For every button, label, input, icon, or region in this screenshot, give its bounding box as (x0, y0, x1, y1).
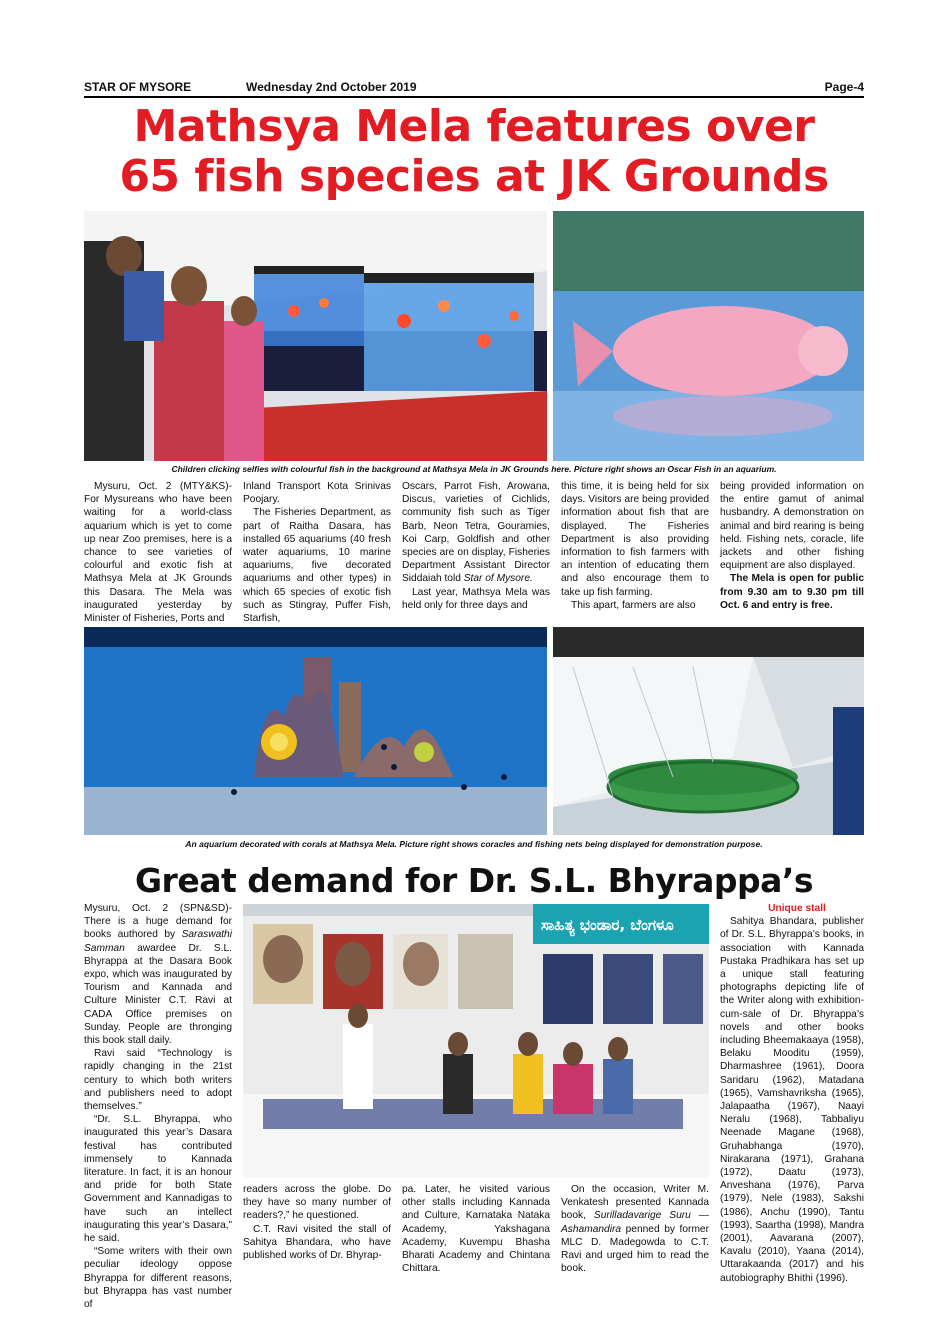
story1-column-5 (720, 480, 864, 612)
story1-paragraph: this time, it is being held for six days. Visitors are being provided information about fish that are displayed. The Fisheries Department is also providing information to fish farmers with an intention of educating them and also encourage them to take up fish farming. (561, 481, 709, 598)
story2-column-2 (243, 1183, 391, 1262)
story1-paragraph: Oscars, Parrot Fish, Arowana, Discus, varieties of Cichlids, community fish such as Tiger Barb, Neon Tetra, Gouramies, Koi Carp, Goldfish and other species are on display, Fisheries Department Assistant Director Siddaiah told Star of Mysore. (402, 481, 550, 585)
story2-paragraph: “Some writers with their own peculiar ideology oppose Bhyrappa for different reasons, but Bhyrappa has vast number of (84, 1246, 232, 1311)
story2-paragraph: Sahitya Bhandara, publisher of Dr. S.L. Bhyrappa’s books, in association with Kannada Pustaka Pradhikara has set up a unique stall featuring photographs depicting life of the Writer along with exhibition-cum-sale of Dr. Bhyrappa’s novels and other books including Bheemakaaya (1958), Belaku Mooditu (1959), Dharmashree (1961), Doora Saridaru (1962), Matadana (1965), Vamshavriksha (1965), Jalapaatha (1967), Naayi Neralu (1968), Tabbaliyu Neenade Magane (1968), Gruhabhanga (1970), Nirakarana (1971), Grahana (1972), Daatu (1973), Anveshana (1976), Parva (1979), Nele (1983), Sakshi (1986), Anchu (1990), Tantu (1993), Saartha (1998), Mandra (2001), Aavarana (2007), Kavalu (2010), Yaana (2014), Uttarakaanda (2017) and his autobiography Bhithi (1996). (720, 916, 864, 1284)
story1-column-2 (243, 480, 391, 625)
headline-line-1: Mathsya Mela features over (133, 101, 815, 152)
headline-line-2: 65 fish species at JK Grounds (119, 151, 829, 202)
photo-children-selfie (84, 211, 547, 461)
story1-paragraph: The Fisheries Department, as part of Raitha Dasara, has installed 65 aquariums (40 fresh water aquariums, 10 marine aquariums, five decorated aquariums and other types) in which 65 species of exotic fish such as Stingray, Puffer Fish, Starfish, (243, 507, 391, 625)
story2-paragraph: pa. Later, he visited various other stalls including Kannada and Culture, Karnataka Nataka Academy, Yakshagana Academy, Kuvempu Bhasha Bharati Academy and Chintana Chittara. (402, 1184, 550, 1275)
publication-name: STAR OF MYSORE (84, 80, 192, 94)
story2-paragraph: C.T. Ravi visited the stall of Sahitya Bhandara, who have published works of Dr. Bhyrap- (243, 1223, 391, 1262)
masthead (84, 80, 864, 98)
story1-paragraph: being provided information on the entire gamut of animal husbandry. A demonstration on animal and bird rearing is being held. Fishing nets, coracle, life jackets and other fishing equipment are also displayed. (720, 481, 864, 572)
headline-bhyrappa-books: Great demand for Dr. S.L. Bhyrappa’s (134, 861, 814, 900)
caption-photos-top: Children clicking selfies with colourful fish in the background at Mathsya Mela in JK Grounds here. Picture right shows an Oscar Fish in an aquarium. (171, 464, 777, 474)
stall-banner-text: ಸಾಹಿತ್ಯ ಭಂಡಾರ, ಬೆಂಗಳೂ (541, 916, 674, 934)
story2-paragraph: Ravi said “Technology is rapidly changing in the 21st century to which both writers and publishers need to adopt themselves.” (84, 1048, 232, 1113)
story2-paragraph: Mysuru, Oct. 2 (SPN&SD)- There is a huge demand for books authored by Saraswathi Samman awardee Dr. S.L. Bhyrappa at the Dasara Book expo, which was inaugurated by Tourism and Kannada and Culture Minister C.T. Ravi at CADA Office premises on Sunday. People are thronging this book stall daily. (84, 903, 232, 1047)
subhead-unique-stall: Unique stall (768, 903, 826, 914)
story1-column-1 (84, 480, 232, 625)
story1-column-3 (402, 480, 550, 612)
headline-mathsya-mela (84, 102, 864, 202)
photo-book-stall (243, 904, 709, 1178)
photo-oscar-fish (553, 211, 864, 461)
story2-paragraph: readers across the globe. Do they have so many number of readers?,” he questioned. (243, 1184, 391, 1222)
photo-coracles-nets (553, 627, 864, 835)
story2-column-1 (84, 902, 232, 1311)
story2-column-3 (402, 1183, 550, 1275)
story1-column-4 (561, 480, 709, 612)
story1-paragraph: Last year, Mathsya Mela was held only for three days and (402, 586, 550, 611)
story1-paragraph: Mysuru, Oct. 2 (MTY&KS)- For Mysureans who have been waiting for a world-class aquarium which is yet to come up near Zoo premises, here is a chance to see varieties of colourful and exotic fish at Mathsya Mela at JK Grounds this Dasara. The Mela was inaugurated yesterday by Minister of Fisheries, Ports and (84, 481, 232, 625)
story1-paragraph: The Mela is open for public from 9.30 am to 9.30 pm till Oct. 6 and entry is free. (720, 573, 864, 611)
story2-paragraph: “Dr. S.L. Bhyrappa, who inaugurated this year’s Dasara festival has contributed immensely to Kannada literature. In fact, it is an honour and pride for both State Government and Kannadigas to have such an intellect inaugurating this year’s Dasara,” he said. (84, 1114, 232, 1245)
story1-paragraph: This apart, farmers are also (571, 599, 696, 611)
photo-coral-aquarium (84, 627, 547, 835)
page-number: Page-4 (824, 80, 864, 94)
story2-column-5 (720, 902, 864, 1285)
story1-paragraph: Inland Transport Kota Srinivas Poojary. (243, 481, 391, 506)
story2-column-4 (561, 1183, 709, 1275)
issue-date: Wednesday 2nd October 2019 (246, 80, 417, 94)
caption-photos-middle: An aquarium decorated with corals at Mathsya Mela. Picture right shows coracles and fishing nets being displayed for demonstration purpose. (185, 839, 763, 849)
story2-paragraph: On the occasion, Writer M. Venkatesh presented Kannada book, Surilladavarige Suru — Ashamandira penned by former MLC D. Madegowda to C.T. Ravi and urged him to read the book. (561, 1184, 709, 1275)
